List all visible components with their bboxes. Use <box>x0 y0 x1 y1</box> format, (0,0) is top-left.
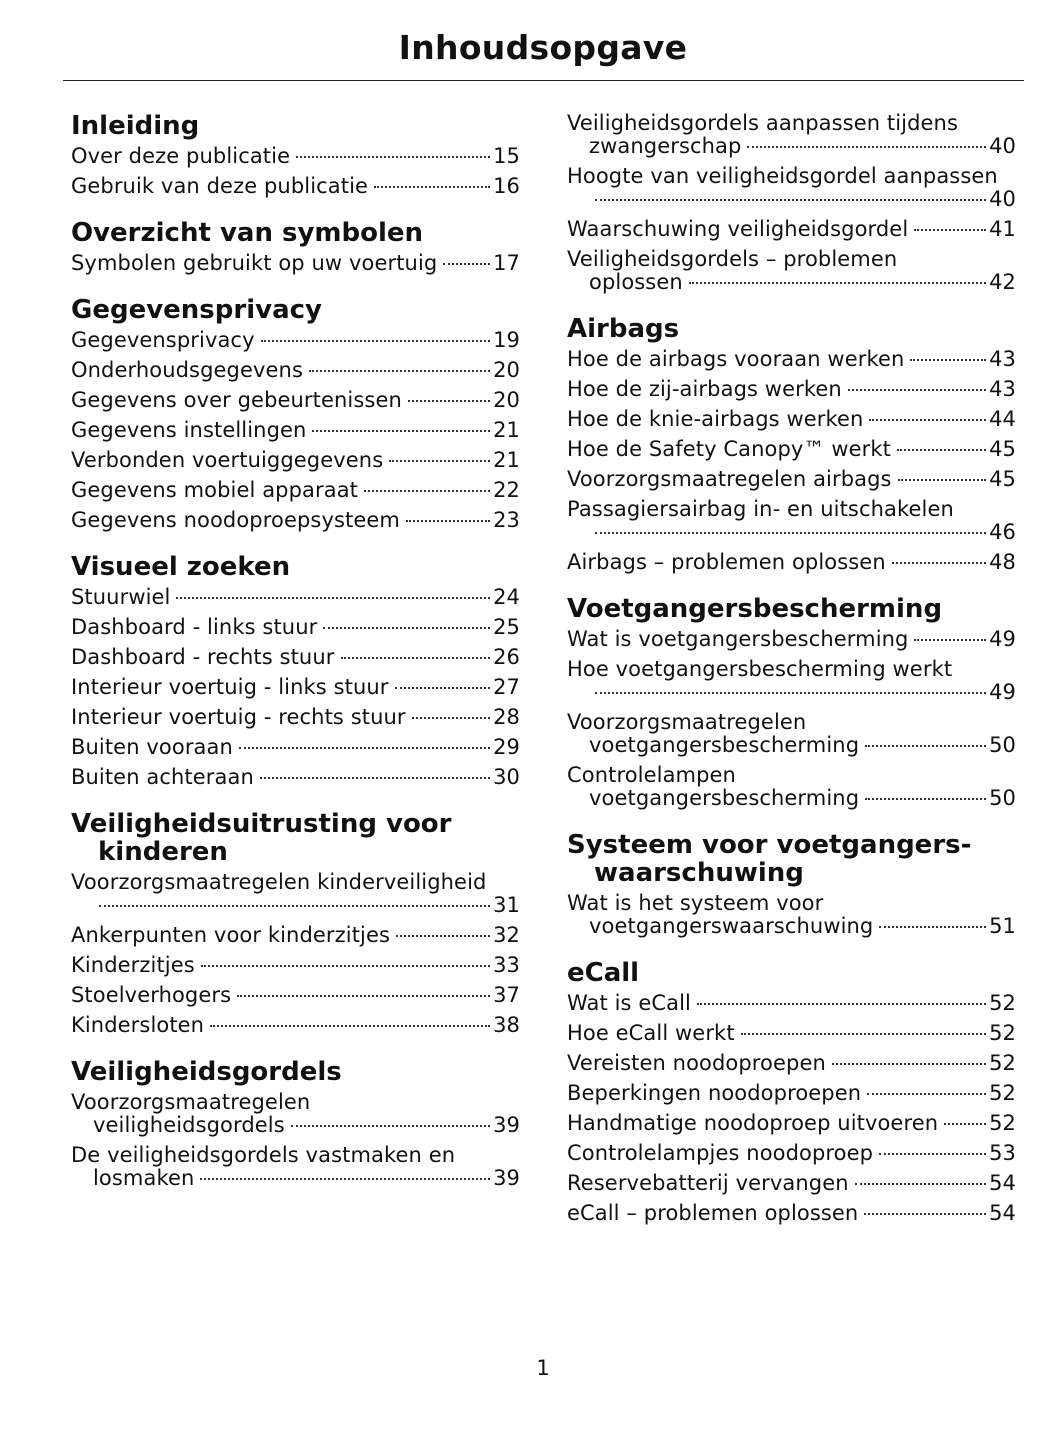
toc-entry-page: 51 <box>989 914 1016 938</box>
toc-section-overzicht-van-symbolen <box>71 219 520 275</box>
toc-entry-page: 31 <box>493 893 520 917</box>
toc-entry[interactable] <box>71 736 520 759</box>
toc-entry-title: Hoe de zij-airbags werken <box>567 377 842 401</box>
toc-entry-title: Airbags – problemen oplossen <box>567 550 886 574</box>
dot-leader <box>291 1125 490 1127</box>
toc-entry[interactable] <box>71 871 520 917</box>
toc-entry-page: 44 <box>989 407 1016 431</box>
toc-entry-title: voetgangerswaarschuwing <box>589 914 874 938</box>
toc-entry-page: 41 <box>989 217 1016 241</box>
toc-entry-page: 21 <box>493 448 520 472</box>
toc-entry-page: 50 <box>989 786 1016 810</box>
dot-leader <box>689 282 986 284</box>
toc-entry[interactable] <box>71 676 520 699</box>
toc-entry-title: Stoelverhogers <box>71 983 232 1007</box>
dot-leader <box>879 1153 986 1155</box>
toc-entry-title: Kindersloten <box>71 1013 205 1037</box>
dot-leader <box>595 692 986 694</box>
toc-entry-title: voetgangersbescherming <box>589 786 860 810</box>
toc-entry-title: Controlelampen <box>567 763 736 787</box>
toc-entry-title: Gegevens over gebeurtenissen <box>71 388 402 412</box>
toc-entry-page: 52 <box>989 1021 1016 1045</box>
section-heading: Voetgangersbescherming <box>567 594 943 624</box>
section-heading: Systeem voor voetgangers-waarschuwing <box>567 830 972 888</box>
dot-leader <box>595 199 986 201</box>
section-heading: eCall <box>567 958 640 988</box>
toc-entry[interactable] <box>71 175 520 198</box>
dot-leader <box>898 479 986 481</box>
toc-entry-page: 49 <box>989 627 1016 651</box>
toc-section-systeem-voor-voetgangers-waarschuwing <box>567 831 1016 938</box>
dot-leader <box>323 627 490 629</box>
dot-leader <box>869 419 986 421</box>
toc-entry-title: voetgangersbescherming <box>589 733 860 757</box>
toc-entry-page: 39 <box>493 1166 520 1190</box>
dot-leader <box>867 1093 986 1095</box>
toc-entry[interactable] <box>71 954 520 977</box>
toc-section-gegevensprivacy <box>71 296 520 532</box>
toc-section-inleiding <box>71 112 520 198</box>
toc-entry[interactable] <box>567 1172 1016 1195</box>
dot-leader <box>176 597 490 599</box>
toc-section-veiligheidsgordels <box>71 1058 520 1190</box>
toc-entry[interactable] <box>71 924 520 947</box>
section-heading: Veiligheidsgordels <box>71 1057 342 1087</box>
toc-entry-title: Verbonden voertuiggegevens <box>71 448 384 472</box>
toc-entry-page: 52 <box>989 991 1016 1015</box>
toc-entry[interactable] <box>567 438 1016 461</box>
toc-entry-title: Gegevens instellingen <box>71 418 307 442</box>
toc-entry[interactable] <box>567 658 1016 704</box>
page-title: Inhoudsopgave <box>398 28 688 67</box>
toc-entry[interactable] <box>567 892 1016 938</box>
toc-entry[interactable] <box>71 389 520 412</box>
toc-entry-title: zwangerschap <box>589 134 742 158</box>
toc-entry-page: 37 <box>493 983 520 1007</box>
toc-entry-title: Onderhoudsgegevens <box>71 358 303 382</box>
dot-leader <box>892 562 986 564</box>
toc-section-voetgangersbescherming <box>567 595 1016 810</box>
dot-leader <box>865 745 986 747</box>
toc-entry-page: 27 <box>493 675 520 699</box>
dot-leader <box>697 1003 986 1005</box>
toc-entry-page: 30 <box>493 765 520 789</box>
toc-entry[interactable] <box>71 509 520 532</box>
toc-entry-title: Interieur voertuig - rechts stuur <box>71 705 406 729</box>
toc-entry[interactable] <box>71 1091 520 1137</box>
toc-entry-page: 20 <box>493 358 520 382</box>
toc-entry[interactable] <box>71 449 520 472</box>
toc-entry-title: Beperkingen noodoproepen <box>567 1081 862 1105</box>
toc-entry-page: 49 <box>989 680 1016 704</box>
toc-entry[interactable] <box>567 1082 1016 1105</box>
toc-entry-page: 28 <box>493 705 520 729</box>
toc-entry[interactable] <box>567 248 1016 294</box>
toc-entry-title: Gebruik van deze publicatie <box>71 174 369 198</box>
section-heading: Overzicht van symbolen <box>71 218 424 248</box>
section-heading: Veiligheidsuitrusting voor kinderen <box>71 809 452 867</box>
toc-entry[interactable] <box>567 1142 1016 1165</box>
toc-column-left <box>71 112 520 1211</box>
toc-entry-page: 23 <box>493 508 520 532</box>
toc-entry-title: Reservebatterij vervangen <box>567 1171 849 1195</box>
toc-entry[interactable] <box>567 992 1016 1015</box>
toc-entry-page: 52 <box>989 1081 1016 1105</box>
toc-entry-page: 54 <box>989 1171 1016 1195</box>
toc-entry[interactable] <box>71 766 520 789</box>
toc-entry-title: oplossen <box>589 270 683 294</box>
dot-leader <box>864 1213 986 1215</box>
dot-leader <box>99 905 490 907</box>
toc-entry-title: Waarschuwing veiligheidsgordel <box>567 217 909 241</box>
toc-entry[interactable] <box>71 1014 520 1037</box>
dot-leader <box>914 229 986 231</box>
toc-entry[interactable] <box>567 1202 1016 1225</box>
section-heading: Visueel zoeken <box>71 552 291 582</box>
dot-leader <box>201 965 490 967</box>
toc-entry-page: 25 <box>493 615 520 639</box>
dot-leader <box>944 1123 986 1125</box>
toc-entry-page: 29 <box>493 735 520 759</box>
toc-entry[interactable] <box>71 646 520 669</box>
toc-entry-title: Wat is eCall <box>567 991 691 1015</box>
toc-entry[interactable] <box>71 145 520 168</box>
toc-entry-page: 43 <box>989 377 1016 401</box>
toc-entry-title: Wat is het systeem voor <box>567 891 824 915</box>
toc-entry-page: 33 <box>493 953 520 977</box>
toc-entry-page: 43 <box>989 347 1016 371</box>
title-divider <box>63 80 1024 81</box>
dot-leader <box>914 639 986 641</box>
toc-entry-title: losmaken <box>93 1166 195 1190</box>
toc-entry-title: eCall – problemen oplossen <box>567 1201 859 1225</box>
toc-entry[interactable] <box>567 711 1016 757</box>
toc-entry-page: 15 <box>493 144 520 168</box>
toc-entry[interactable] <box>567 408 1016 431</box>
toc-entry-title: Gegevensprivacy <box>71 328 255 352</box>
dot-leader <box>865 798 986 800</box>
toc-entry-title: Hoe de Safety Canopy™ werkt <box>567 437 891 461</box>
toc-entry[interactable] <box>71 329 520 352</box>
toc-entry[interactable] <box>71 616 520 639</box>
toc-entry[interactable] <box>567 378 1016 401</box>
toc-entry-title: Hoe eCall werkt <box>567 1021 735 1045</box>
toc-entry-title: Buiten vooraan <box>71 735 233 759</box>
toc-entry-title: Voorzorgsmaatregelen <box>567 710 807 734</box>
toc-entry-page: 46 <box>989 520 1016 544</box>
toc-entry[interactable] <box>567 348 1016 371</box>
toc-entry-page: 21 <box>493 418 520 442</box>
toc-entry-title: Gegevens noodoproepsysteem <box>71 508 400 532</box>
toc-entry-title: Gegevens mobiel apparaat <box>71 478 359 502</box>
toc-entry-page: 42 <box>989 270 1016 294</box>
toc-entry[interactable] <box>71 1144 520 1190</box>
toc-entry-page: 54 <box>989 1201 1016 1225</box>
dot-leader <box>210 1025 490 1027</box>
toc-entry-title: Wat is voetgangersbescherming <box>567 627 909 651</box>
toc-entry-title: Buiten achteraan <box>71 765 254 789</box>
toc-section-airbags <box>567 315 1016 574</box>
toc-entry-page: 52 <box>989 1051 1016 1075</box>
dot-leader <box>261 340 490 342</box>
toc-entry[interactable] <box>71 706 520 729</box>
toc-entry[interactable] <box>567 1052 1016 1075</box>
toc-entry-page: 24 <box>493 585 520 609</box>
toc-entry[interactable] <box>567 1022 1016 1045</box>
toc-entry-title: Stuurwiel <box>71 585 171 609</box>
page-number: 1 <box>536 1356 550 1380</box>
toc-entry[interactable] <box>567 468 1016 491</box>
section-heading: Inleiding <box>71 111 200 141</box>
dot-leader <box>443 263 490 265</box>
toc-section-continued <box>567 112 1016 294</box>
toc-entry-page: 53 <box>989 1141 1016 1165</box>
toc-column-right <box>567 112 1016 1246</box>
toc-entry[interactable] <box>71 586 520 609</box>
dot-leader <box>341 657 491 659</box>
dot-leader <box>374 186 490 188</box>
toc-entry-title: Voorzorgsmaatregelen airbags <box>567 467 892 491</box>
toc-entry-title: Hoe voetgangersbescherming werkt <box>567 657 953 681</box>
dot-leader <box>312 430 490 432</box>
dot-leader <box>237 995 490 997</box>
toc-entry-title: Hoe de airbags vooraan werken <box>567 347 905 371</box>
toc-entry-page: 20 <box>493 388 520 412</box>
dot-leader <box>741 1033 986 1035</box>
toc-entry-page: 40 <box>989 187 1016 211</box>
toc-entry-page: 16 <box>493 174 520 198</box>
toc-entry-page: 45 <box>989 467 1016 491</box>
toc-entry-title: Vereisten noodoproepen <box>567 1051 826 1075</box>
dot-leader <box>296 156 490 158</box>
toc-entry-page: 22 <box>493 478 520 502</box>
toc-entry-title: De veiligheidsgordels vastmaken en <box>71 1143 456 1167</box>
toc-entry-page: 17 <box>493 251 520 275</box>
toc-entry[interactable] <box>567 628 1016 651</box>
section-heading: Airbags <box>567 314 680 344</box>
toc-entry-page: 50 <box>989 733 1016 757</box>
dot-leader <box>309 370 490 372</box>
section-heading: Gegevensprivacy <box>71 295 322 325</box>
toc-entry[interactable] <box>567 764 1016 810</box>
dot-leader <box>396 935 490 937</box>
toc-entry-page: 32 <box>493 923 520 947</box>
toc-entry-page: 19 <box>493 328 520 352</box>
toc-entry-page: 38 <box>493 1013 520 1037</box>
toc-section-ecall <box>567 959 1016 1225</box>
dot-leader <box>879 926 986 928</box>
dot-leader <box>897 449 986 451</box>
dot-leader <box>412 717 490 719</box>
toc-entry-title: Controlelampjes noodoproep <box>567 1141 874 1165</box>
toc-entry-title: Passagiersairbag in- en uitschakelen <box>567 497 954 521</box>
toc-entry-title: Hoogte van veiligheidsgordel aanpassen <box>567 164 998 188</box>
toc-entry[interactable] <box>567 165 1016 211</box>
toc-entry-page: 26 <box>493 645 520 669</box>
toc-entry-title: Veiligheidsgordels aanpassen tijdens <box>567 111 959 135</box>
toc-entry[interactable] <box>567 218 1016 241</box>
dot-leader <box>239 747 490 749</box>
toc-entry-title: Hoe de knie-airbags werken <box>567 407 864 431</box>
dot-leader <box>395 687 491 689</box>
toc-entry[interactable] <box>567 1112 1016 1135</box>
toc-entry-title: Dashboard - rechts stuur <box>71 645 335 669</box>
toc-entry-title: Dashboard - links stuur <box>71 615 318 639</box>
dot-leader <box>389 460 490 462</box>
dot-leader <box>595 532 986 534</box>
dot-leader <box>910 359 986 361</box>
toc-entry[interactable] <box>71 359 520 382</box>
toc-entry-title: Voorzorgsmaatregelen kinderveiligheid <box>71 870 487 894</box>
toc-entry[interactable] <box>71 479 520 502</box>
toc-entry-title: Handmatige noodoproep uitvoeren <box>567 1111 939 1135</box>
dot-leader <box>408 400 490 402</box>
toc-entry[interactable] <box>71 419 520 442</box>
toc-entry-title: Kinderzitjes <box>71 953 195 977</box>
dot-leader <box>832 1063 986 1065</box>
toc-section-visueel-zoeken <box>71 553 520 789</box>
dot-leader <box>406 520 490 522</box>
toc-entry[interactable] <box>567 498 1016 544</box>
dot-leader <box>200 1178 490 1180</box>
toc-entry-title: Over deze publicatie <box>71 144 291 168</box>
toc-entry-page: 45 <box>989 437 1016 461</box>
toc-entry-page: 48 <box>989 550 1016 574</box>
toc-entry[interactable] <box>567 551 1016 574</box>
toc-entry-title: Ankerpunten voor kinderzitjes <box>71 923 391 947</box>
toc-entry-title: Voorzorgsmaatregelen <box>71 1090 311 1114</box>
toc-entry-title: Veiligheidsgordels – problemen <box>567 247 898 271</box>
dot-leader <box>855 1183 986 1185</box>
dot-leader <box>364 490 490 492</box>
toc-entry-page: 39 <box>493 1113 520 1137</box>
dot-leader <box>747 146 986 148</box>
toc-entry-page: 52 <box>989 1111 1016 1135</box>
toc-section-veiligheidsuitrusting-voor-kinderen <box>71 810 520 1037</box>
toc-entry-page: 40 <box>989 134 1016 158</box>
toc-entry-title: Symbolen gebruikt op uw voertuig <box>71 251 438 275</box>
toc-entry[interactable] <box>567 112 1016 158</box>
toc-entry-title: Interieur voertuig - links stuur <box>71 675 389 699</box>
toc-entry[interactable] <box>71 984 520 1007</box>
toc-entry[interactable] <box>71 252 520 275</box>
dot-leader <box>260 777 490 779</box>
dot-leader <box>848 389 986 391</box>
toc-entry-title: veiligheidsgordels <box>93 1113 285 1137</box>
